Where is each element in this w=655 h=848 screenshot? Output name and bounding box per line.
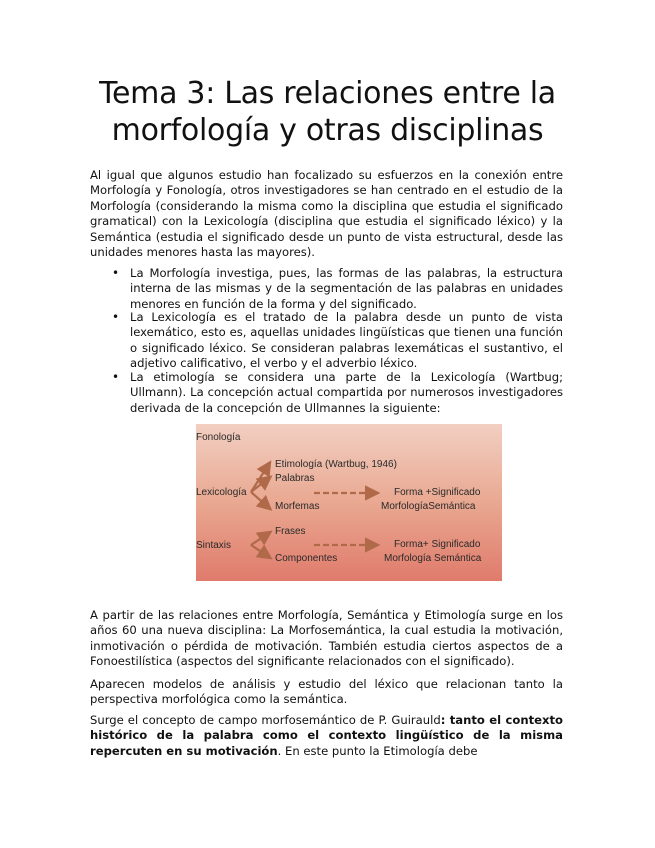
bullet-dot-icon: •	[112, 310, 120, 324]
guirauld-paragraph	[90, 713, 563, 759]
bullet-dot-icon: •	[112, 266, 120, 280]
label-morfologia-semantica-1: MorfologíaSemántica	[381, 501, 476, 512]
label-forma-significado-2: Forma+ Significado	[394, 539, 481, 550]
disciplines-diagram	[196, 424, 502, 581]
arrow-to-palabras	[251, 478, 269, 492]
guirauld-text-start: Surge el concepto de campo morfosemántico de P. Guirauld	[90, 713, 441, 727]
label-frases: Frases	[275, 526, 306, 537]
bullet-item-lexicologia: • La Lexicología es el tratado de la palabra desde un punto de vista lexemático, esto es, aquellas unidades lingüísticas que tienen una función o significado léxico. Se consideran palabras lexemáticas el sustantivo, el adjetivo calificativo, el verbo y el adverbio léxico.	[112, 310, 563, 371]
modelos-paragraph: Aparecen modelos de análisis y estudio del léxico que relacionan tanto la perspectiva morfológica como la semántica.	[90, 677, 563, 707]
guirauld-text-end: . En este punto la Etimología debe	[277, 743, 478, 758]
label-morfologia-semantica-2: Morfología Semántica	[384, 553, 482, 564]
morfosemantica-paragraph: A partir de las relaciones entre Morfología, Semántica y Etimología surge en los años 60 una nueva disciplina: La Morfosemántica, la cual estudia la motivación, inmotivación o pérdida de motivación. También estudia ciertos aspectos de a Fonoestilística (aspectos del significante relacionados con el significado).	[90, 608, 563, 669]
label-palabras: Palabras	[275, 473, 315, 484]
guirauld-text-bold: : tanto el contexto histórico de la palabra como el contexto lingüístico de la misma repercuten en su motivación	[90, 713, 563, 758]
arrow-to-etimologia	[251, 464, 269, 492]
label-etimologia: Etimología (Wartbug, 1946)	[275, 459, 397, 470]
label-fonologia: Fonología	[196, 432, 241, 443]
bullet-item-morfologia: • La Morfología investiga, pues, las formas de las palabras, la estructura interna de las mismas y de la segmentación de las palabras en unidades menores en función de la forma y del significado.	[112, 266, 563, 311]
arrow-to-componentes	[251, 545, 269, 557]
arrow-to-morfemas	[251, 492, 269, 508]
arrow-to-frases	[251, 533, 269, 545]
intro-paragraph: Al igual que algunos estudio han focalizado su esfuerzos en la conexión entre Morfología y Fonología, otros investigadores se han centrado en el estudio de la Morfología (considerando la misma como la disciplina que estudia el significado gramatical) con la Lexicología (disciplina que estudia el significado léxico) y la Semántica (estudia el significado desde un punto de vista estructural, desde las unidades menores hasta las mayores).	[90, 168, 563, 260]
page-title: Tema 3: Las relaciones entre la morfología y otras disciplinas	[99, 76, 556, 148]
label-morfemas: Morfemas	[275, 501, 320, 512]
label-sintaxis: Sintaxis	[196, 540, 232, 551]
label-lexicologia: Lexicología	[196, 487, 247, 498]
bullet-dot-icon: •	[112, 370, 120, 384]
bullet-item-etimologia: • La etimología se considera una parte de la Lexicología (Wartbug; Ullmann). La concepción actual compartida por numerosos investigadores derivada de la concepción de Ullmannes la siguiente:	[112, 370, 563, 415]
label-componentes: Componentes	[275, 553, 338, 564]
label-forma-significado-1: Forma +Significado	[394, 487, 481, 498]
